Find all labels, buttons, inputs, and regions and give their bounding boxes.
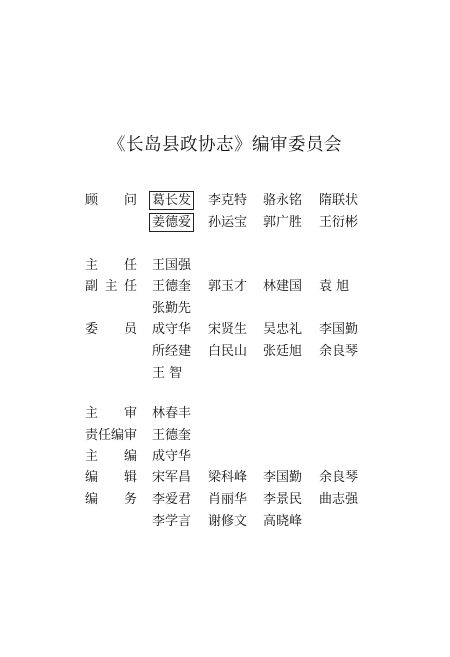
member-name: 王 智 xyxy=(152,366,183,381)
editorial-affairs-name: 李学言 xyxy=(152,514,192,529)
member-row-2 xyxy=(0,342,450,362)
role-label-responsible-editor: 责任编审 xyxy=(85,428,137,443)
advisor-name: 隋联状 xyxy=(319,193,359,208)
role-label-editor-in-chief: 主 编 xyxy=(85,449,137,464)
advisor-row-2 xyxy=(0,213,450,233)
role-label-advisor: 顾 问 xyxy=(85,193,137,208)
chief-reviewer-row xyxy=(0,404,450,424)
member-name: 余良琴 xyxy=(319,344,359,359)
role-label-editorial-affairs: 编 务 xyxy=(85,492,137,507)
role-label-chief-reviewer: 主 审 xyxy=(85,406,137,421)
editorial-affairs-name: 高晓峰 xyxy=(263,514,303,529)
member-name: 宋贤生 xyxy=(208,322,248,337)
editorial-affairs-name: 曲志强 xyxy=(319,492,359,507)
editor-name: 余良琴 xyxy=(319,470,359,485)
editorial-affairs-name: 谢修文 xyxy=(208,514,248,529)
advisor-row-1 xyxy=(0,191,450,211)
responsible-editor-row xyxy=(0,426,450,446)
editor-name: 宋军昌 xyxy=(152,470,192,485)
role-label-deputy-director: 副主任 xyxy=(85,279,137,294)
advisor-name: 李克特 xyxy=(208,193,248,208)
deputy-director-name: 郭玉才 xyxy=(208,279,248,294)
deputy-director-name: 袁 旭 xyxy=(319,279,350,294)
member-name: 张廷旭 xyxy=(263,344,303,359)
member-name: 所经建 xyxy=(152,344,192,359)
member-row-3 xyxy=(0,364,450,384)
editorial-affairs-row-2 xyxy=(0,512,450,532)
editor-in-chief-name: 成守华 xyxy=(152,449,192,464)
deputy-director-row-2 xyxy=(0,299,450,319)
editors-row xyxy=(0,468,450,488)
role-label-editors: 编 辑 xyxy=(85,470,137,485)
advisor-name: 孙运宝 xyxy=(208,215,248,230)
member-name: 白民山 xyxy=(208,344,248,359)
advisor-name-boxed: 葛长发 xyxy=(149,191,194,210)
responsible-editor-name: 王德奎 xyxy=(152,428,192,443)
editor-in-chief-row xyxy=(0,447,450,467)
chief-reviewer-name: 林春丰 xyxy=(152,406,192,421)
member-name: 吴忠礼 xyxy=(263,322,303,337)
deputy-director-name: 王德奎 xyxy=(152,279,192,294)
deputy-director-row-1 xyxy=(0,277,450,297)
deputy-director-name: 张勤先 xyxy=(152,301,192,316)
deputy-director-name: 林建国 xyxy=(263,279,303,294)
editor-name: 李国勤 xyxy=(263,470,303,485)
member-name: 李国勤 xyxy=(319,322,359,337)
editorial-affairs-row-1 xyxy=(0,490,450,510)
editorial-affairs-name: 李爱君 xyxy=(152,492,192,507)
advisor-name: 王衍彬 xyxy=(319,215,359,230)
page-title: 《长岛县政协志》编审委员会 xyxy=(108,135,342,155)
editor-name: 梁科峰 xyxy=(208,470,248,485)
advisor-name: 骆永铭 xyxy=(263,193,303,208)
director-row xyxy=(0,256,450,276)
editorial-affairs-name: 肖丽华 xyxy=(208,492,248,507)
role-label-member: 委 员 xyxy=(85,322,137,337)
role-label-director: 主 任 xyxy=(85,258,137,273)
advisor-name: 郭广胜 xyxy=(263,215,303,230)
director-name: 王国强 xyxy=(152,258,192,273)
member-row-1 xyxy=(0,320,450,340)
editorial-affairs-name: 李景民 xyxy=(263,492,303,507)
advisor-name-boxed: 姜德爱 xyxy=(149,213,194,232)
member-name: 成守华 xyxy=(152,322,192,337)
